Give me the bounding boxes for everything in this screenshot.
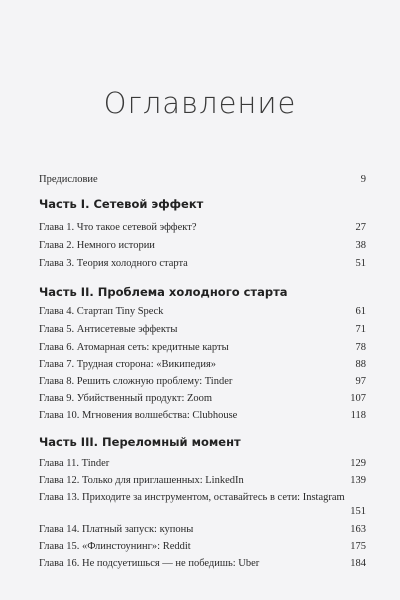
toc-entry: [39, 374, 366, 390]
toc-entry-page: 184: [350, 558, 366, 569]
toc-entry-label: Глава 1. Что такое сетевой эффект?: [39, 222, 197, 233]
toc-entry-label: Глава 4. Стартап Tiny Speck: [39, 306, 164, 317]
toc-entry-label: Глава 13. Приходите за инструментом, оставайтесь в сети: Instagram: [39, 492, 345, 503]
toc-entry: [39, 539, 366, 555]
toc-entry: [39, 391, 366, 407]
toc-entry: [39, 473, 366, 489]
toc-entry: [39, 220, 366, 236]
toc-entry-page: 88: [355, 359, 366, 370]
toc-entry: [39, 522, 366, 538]
toc-entry-page: 151: [350, 506, 366, 517]
toc-entry-label: Глава 15. «Флинстоунинг»: Reddit: [39, 541, 191, 552]
toc-entry-page: 163: [350, 524, 366, 535]
toc-entry-page: 9: [360, 174, 366, 185]
toc-entry-page: 51: [355, 258, 366, 269]
toc-entry-label: Глава 16. Не подсуетишься — не победишь: Uber: [39, 558, 260, 569]
toc-entry: [39, 322, 366, 338]
toc-entry-page: 71: [355, 324, 366, 335]
toc-entry-label: Глава 2. Немного истории: [39, 240, 155, 251]
part-heading-3: Часть III. Переломный момент: [39, 435, 241, 449]
toc-entry-label: Глава 10. Мгновения волшебства: Clubhouse: [39, 410, 238, 421]
toc-entry-label: Глава 7. Трудная сторона: «Википедия»: [39, 359, 217, 370]
toc-entry-label: Глава 12. Только для приглашенных: LinkedIn: [39, 475, 244, 486]
toc-entry-preface: [39, 172, 366, 188]
toc-entry-page: 78: [355, 342, 366, 353]
toc-entry-label: Глава 9. Убийственный продукт: Zoom: [39, 393, 213, 404]
toc-entry-page: 139: [350, 475, 366, 486]
toc-entry-label: Глава 8. Решить сложную проблему: Tinder: [39, 376, 233, 387]
toc-entry-label: Глава 3. Теория холодного старта: [39, 258, 188, 269]
toc-entry: [39, 238, 366, 254]
toc-entry-label: Предисловие: [39, 174, 98, 185]
toc-entry: [39, 408, 366, 424]
toc-entry-label: Глава 6. Атомарная сеть: кредитные карты: [39, 342, 229, 353]
toc-entry-label: Глава 11. Tinder: [39, 458, 110, 469]
toc-entry: [39, 490, 366, 517]
toc-entry-page: 27: [355, 222, 366, 233]
part-heading-2: Часть II. Проблема холодного старта: [39, 285, 288, 299]
toc-entry: [39, 256, 366, 272]
toc-entry-page: 107: [350, 393, 366, 404]
toc-entry: [39, 456, 366, 472]
toc-entry: [39, 556, 366, 572]
toc-entry-page: 175: [350, 541, 366, 552]
toc-entry-page: 118: [350, 410, 366, 421]
toc-entry-page: 61: [355, 306, 366, 317]
toc-entry: [39, 304, 366, 320]
part-heading-1: Часть I. Сетевой эффект: [39, 197, 204, 211]
toc-entry: [39, 340, 366, 356]
page-title: Оглавление: [103, 86, 297, 120]
toc-entry-label: Глава 14. Платный запуск: купоны: [39, 524, 194, 535]
toc-entry-page: 97: [355, 376, 366, 387]
toc-entry-page: 38: [355, 240, 366, 251]
toc-entry: [39, 357, 366, 373]
toc-entry-page: 129: [350, 458, 366, 469]
toc-entry-label: Глава 5. Антисетевые эффекты: [39, 324, 178, 335]
